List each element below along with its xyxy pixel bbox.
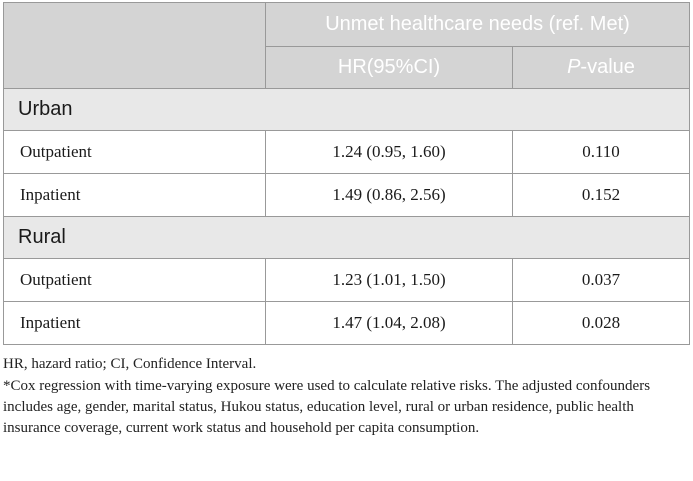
row-label: Outpatient <box>4 259 266 302</box>
header-blank-cell <box>4 3 266 89</box>
table-row <box>4 131 690 174</box>
row-label: Outpatient <box>4 131 266 174</box>
hr-cell: 1.49 (0.86, 2.56) <box>266 174 513 217</box>
hr-cell: 1.24 (0.95, 1.60) <box>266 131 513 174</box>
header-p-rest: -value <box>580 56 635 78</box>
table-row <box>4 174 690 217</box>
results-table <box>3 2 690 345</box>
p-value-cell: 0.037 <box>513 259 690 302</box>
hr-cell: 1.47 (1.04, 2.08) <box>266 302 513 345</box>
header-hr: HR(95%CI) <box>266 47 513 89</box>
table-footnotes <box>3 354 687 440</box>
table-row <box>4 302 690 345</box>
p-value-cell: 0.028 <box>513 302 690 345</box>
header-p-value <box>513 47 690 89</box>
section-label: Rural <box>4 217 690 259</box>
hr-cell: 1.23 (1.01, 1.50) <box>266 259 513 302</box>
footnote-abbreviations: HR, hazard ratio; CI, Confidence Interval. <box>3 356 257 372</box>
table-row <box>4 259 690 302</box>
row-label: Inpatient <box>4 302 266 345</box>
footnote-method-note: *Cox regression with time-varying exposure were used to calculate relative risks. The adjusted confounders includes age, gender, marital status, Hukou status, education level, rural or urban residence, public health insurance coverage, current work status and household per capita consumption. <box>3 378 651 436</box>
section-label: Urban <box>4 89 690 131</box>
section-row-urban <box>4 89 690 131</box>
p-value-cell: 0.110 <box>513 131 690 174</box>
header-group-label: Unmet healthcare needs (ref. Met) <box>266 3 690 47</box>
header-p-italic: P <box>567 56 581 78</box>
row-label: Inpatient <box>4 174 266 217</box>
p-value-cell: 0.152 <box>513 174 690 217</box>
header-row-group <box>4 3 690 47</box>
section-row-rural <box>4 217 690 259</box>
